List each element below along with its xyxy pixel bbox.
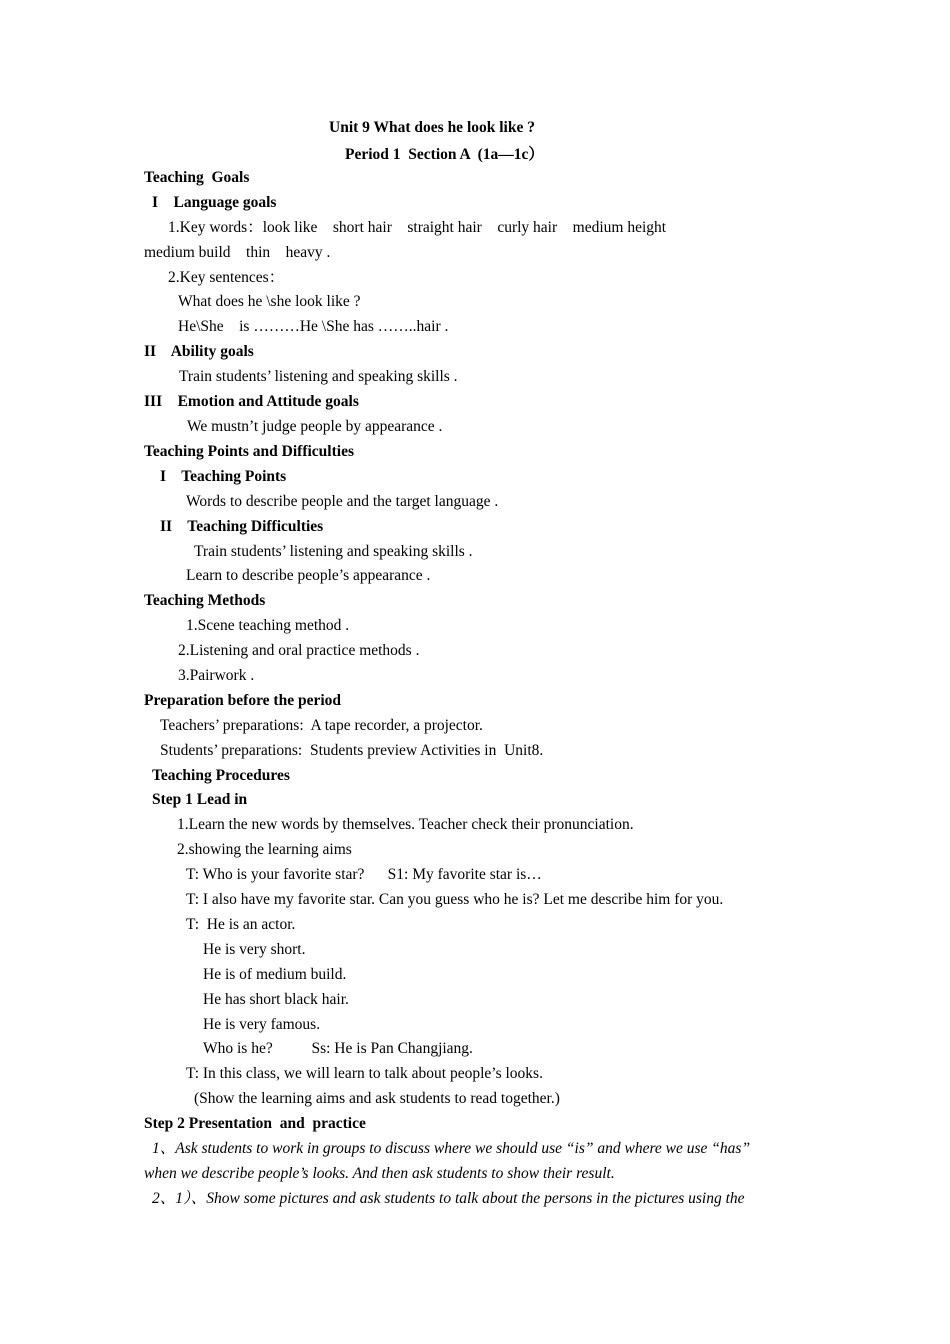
body-text-line: Words to describe people and the target language . xyxy=(186,493,499,510)
section-heading: Teaching Procedures xyxy=(152,767,290,784)
section-heading: I Language goals xyxy=(152,194,277,211)
body-text-line: 1.Key words：look like short hair straight hair curly hair medium height xyxy=(168,219,667,236)
body-text-line: T: I also have my favorite star. Can you guess who he is? Let me describe him for you. xyxy=(186,891,724,908)
body-text-line: 2.Key sentences： xyxy=(168,269,285,286)
body-text-line: He is very short. xyxy=(203,941,306,958)
body-text-line: T: He is an actor. xyxy=(186,916,296,933)
body-text-line: 3.Pairwork . xyxy=(178,667,255,684)
body-text-line: T: Who is your favorite star? S1: My favorite star is… xyxy=(186,866,542,883)
body-text-line: 2.showing the learning aims xyxy=(177,841,352,858)
body-text-line: He is very famous. xyxy=(203,1016,321,1033)
section-heading: Teaching Points and Difficulties xyxy=(144,443,354,460)
body-text-line: 2、1）、Show some pictures and ask students to talk about the persons in the pictures using the xyxy=(152,1190,745,1207)
section-heading: I Teaching Points xyxy=(160,468,287,485)
section-heading: Step 2 Presentation and practice xyxy=(144,1115,366,1132)
body-text-line: 2.Listening and oral practice methods . xyxy=(178,642,420,659)
body-text-line: (Show the learning aims and ask students to read together.) xyxy=(194,1090,560,1107)
body-text-line: T: In this class, we will learn to talk about people’s looks. xyxy=(186,1065,543,1082)
section-heading: II Ability goals xyxy=(144,343,254,360)
document-subtitle: Period 1 Section A (1a—1c） xyxy=(345,146,544,163)
section-heading: Step 1 Lead in xyxy=(152,791,248,808)
body-text-line: Who is he? Ss: He is Pan Changjiang. xyxy=(203,1040,473,1057)
section-heading: Preparation before the period xyxy=(144,692,342,709)
body-text-line: Teachers’ preparations: A tape recorder, a projector. xyxy=(160,717,483,734)
body-text-line: 1.Scene teaching method . xyxy=(186,617,350,634)
body-text-line: 1.Learn the new words by themselves. Teacher check their pronunciation. xyxy=(177,816,634,833)
body-text-line: Train students’ listening and speaking skills . xyxy=(179,368,458,385)
body-text-line: when we describe people’s looks. And then ask students to show their result. xyxy=(144,1165,615,1182)
section-heading: II Teaching Difficulties xyxy=(160,518,324,535)
body-text-line: What does he \she look like ? xyxy=(178,293,361,310)
body-text-line: He\She is ………He \She has ……..hair . xyxy=(178,318,449,335)
section-heading: Teaching Methods xyxy=(144,592,266,609)
body-text-line: 1、Ask students to work in groups to discuss where we should use “is” and where we use “has” xyxy=(152,1140,751,1157)
section-heading: III Emotion and Attitude goals xyxy=(144,393,359,410)
body-text-line: He has short black hair. xyxy=(203,991,349,1008)
body-text-line: He is of medium build. xyxy=(203,966,347,983)
body-text-line: We mustn’t judge people by appearance . xyxy=(187,418,443,435)
body-text-line: Learn to describe people’s appearance . xyxy=(186,567,431,584)
body-text-line: Students’ preparations: Students preview Activities in Unit8. xyxy=(160,742,544,759)
section-heading: Teaching Goals xyxy=(144,169,250,186)
body-text-line: Train students’ listening and speaking skills . xyxy=(194,543,473,560)
body-text-line: medium build thin heavy . xyxy=(144,244,331,261)
document-title: Unit 9 What does he look like ? xyxy=(329,119,535,136)
